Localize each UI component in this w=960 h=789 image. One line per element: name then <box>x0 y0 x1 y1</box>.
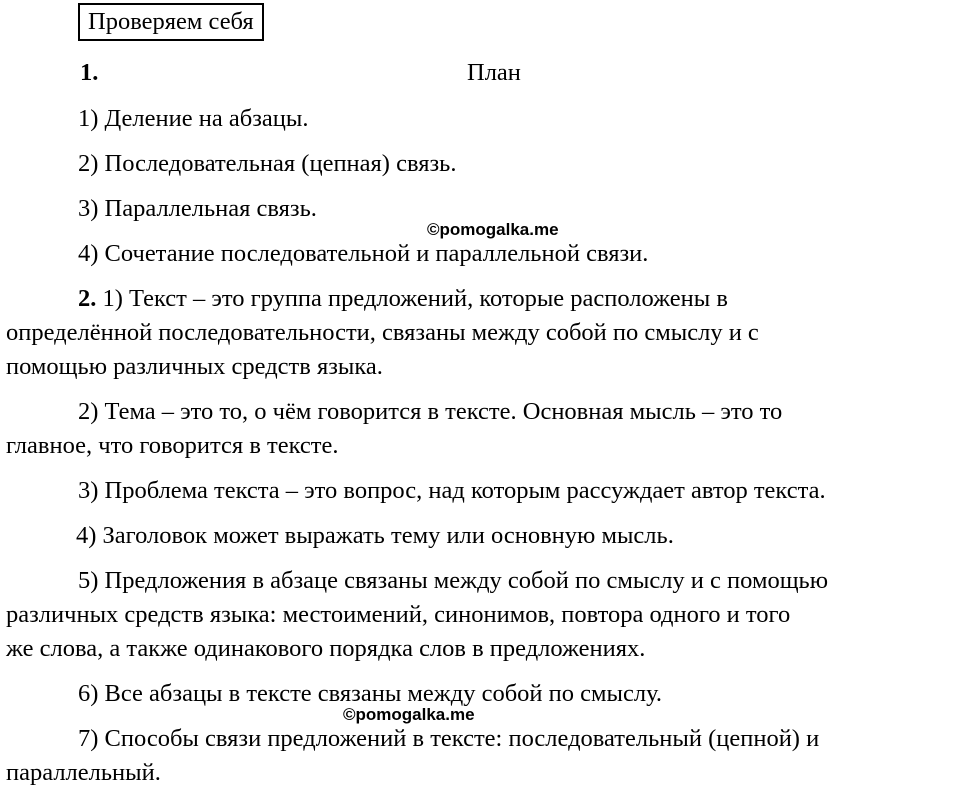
plan-item-1: 1) Деление на абзацы. <box>78 105 309 132</box>
task-2-line-1 <box>78 284 728 314</box>
task-2-p7-line-1: 7) Способы связи предложений в тексте: последовательный (цепной) и <box>78 725 820 752</box>
task-2-p7-line-2: параллельный. <box>6 759 161 786</box>
plan-item-2: 2) Последовательная (цепная) связь. <box>78 150 457 177</box>
task-1-number: 1. <box>80 59 99 86</box>
task-2-p6: 6) Все абзацы в тексте связаны между собой по смыслу. <box>78 680 662 707</box>
task-2-p3: 3) Проблема текста – это вопрос, над которым рассуждает автор текста. <box>78 477 826 504</box>
watermark-2: ©pomogalka.me <box>343 705 475 724</box>
task-2-p2-line-2: главное, что говорится в тексте. <box>6 432 339 459</box>
section-heading: Проверяем себя <box>78 3 264 41</box>
task-2-p5-line-3: же слова, а также одинакового порядка слов в предложениях. <box>6 635 646 662</box>
task-2-p2-line-1: 2) Тема – это то, о чём говорится в тексте. Основная мысль – это то <box>78 398 783 425</box>
task-2-number: 2. <box>78 285 97 312</box>
task-2-p1-line-2: определённой последовательности, связаны между собой по смыслу и с <box>6 319 759 346</box>
plan-item-3: 3) Параллельная связь. <box>78 195 317 222</box>
task-2-p4: 4) Заголовок может выражать тему или основную мысль. <box>76 522 674 549</box>
plan-title: План <box>467 59 521 86</box>
task-2-p1-line-1: 1) Текст – это группа предложений, которые расположены в <box>96 285 728 312</box>
task-2-p5-line-1: 5) Предложения в абзаце связаны между собой по смыслу и с помощью <box>78 567 829 594</box>
task-2-p1-line-3: помощью различных средств языка. <box>6 353 383 380</box>
watermark-1: ©pomogalka.me <box>427 220 559 239</box>
plan-item-4: 4) Сочетание последовательной и параллельной связи. <box>78 240 649 267</box>
task-2-p5-line-2: различных средств языка: местоимений, синонимов, повтора одного и того <box>6 601 791 628</box>
